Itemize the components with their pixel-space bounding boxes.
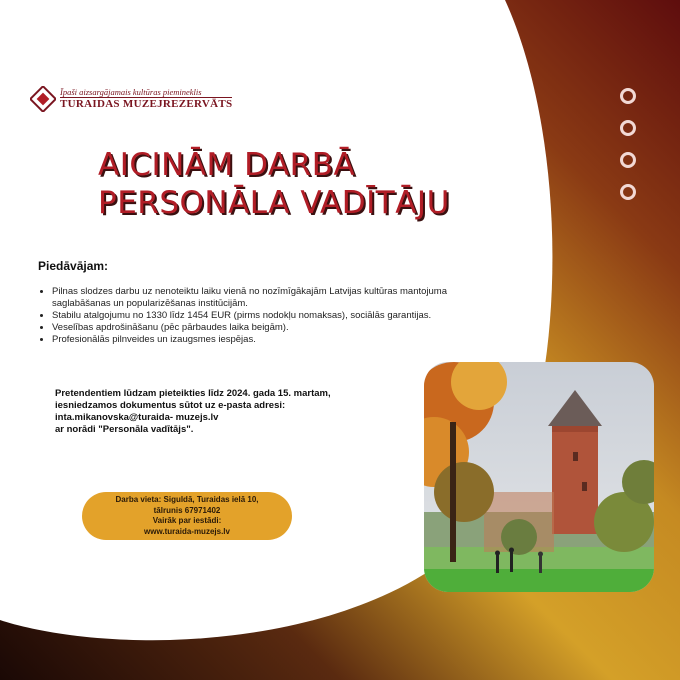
logo-subtitle: Īpaši aizsargājamais kultūras piemineklis bbox=[60, 86, 202, 97]
contact-website: www.turaida-muzejs.lv bbox=[144, 526, 230, 536]
offers-heading: Piedāvājam: bbox=[38, 259, 109, 273]
contact-phone: tālrunis 67971402 bbox=[153, 505, 221, 515]
apply-line-1: Pretendentiem lūdzam pieteikties līdz 2024. gada 15. martam, bbox=[55, 388, 331, 399]
offer-item: • Pilnas slodzes darbu uz nenoteiktu laiku vienā no nozīmīgākajām Latvijas kultūras mantojuma saglabāšanas un popularizēšanas institūcijām. bbox=[52, 286, 452, 310]
application-instructions bbox=[55, 388, 331, 436]
title-line-2: PERSONĀLA VADĪTĀJU bbox=[98, 185, 450, 221]
heritage-diamond-icon bbox=[30, 86, 56, 112]
contact-more-label: Vairāk par iestādi: bbox=[152, 516, 222, 525]
ring-icon bbox=[620, 152, 636, 168]
apply-line-2: iesniedzamos dokumentus sūtot uz e-pasta adresi: bbox=[55, 400, 286, 411]
offer-item: • Veselības apdrošināšanu (pēc pārbaudes laika beigām). bbox=[52, 322, 452, 334]
apply-line-4: ar norādi "Personāla vadītājs". bbox=[55, 424, 194, 435]
logo-name: TURAIDAS MUZEJREZERVĀTS bbox=[60, 98, 233, 111]
ring-icon bbox=[620, 184, 636, 200]
contact-badge bbox=[82, 492, 292, 540]
offers-list bbox=[38, 286, 452, 346]
page-title bbox=[98, 146, 450, 222]
apply-email: inta.mikanovska@turaida- muzejs.lv bbox=[55, 412, 219, 423]
ring-icon bbox=[620, 120, 636, 136]
decorative-rings bbox=[620, 88, 636, 200]
offer-item: • Profesionālās pilnveides un izaugsmes iespējas. bbox=[52, 334, 452, 346]
title-line-1: AICINĀM DARBĀ bbox=[98, 147, 356, 183]
offer-item: • Stabilu atalgojumu no 1330 līdz 1454 EUR (pirms nodokļu nomaksas), sociālās garantijas. bbox=[52, 310, 452, 322]
castle-tower-autumn-photo bbox=[424, 362, 654, 592]
ring-icon bbox=[620, 88, 636, 104]
contact-address: Darba vieta: Siguldā, Turaidas ielā 10, bbox=[115, 495, 259, 504]
museum-logo bbox=[30, 86, 232, 112]
